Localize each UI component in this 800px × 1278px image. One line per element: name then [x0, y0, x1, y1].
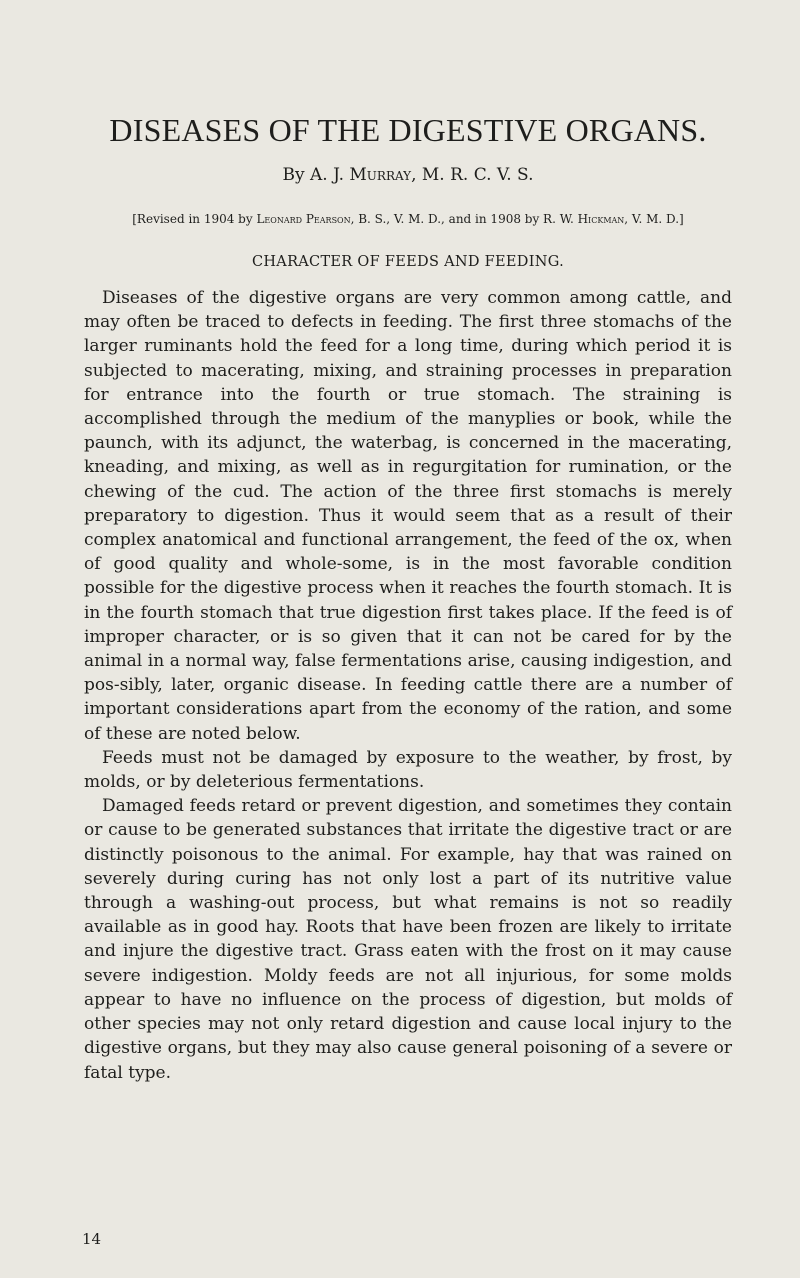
page-number: 14	[82, 1230, 102, 1248]
revision-note	[84, 211, 732, 227]
revision-close: , V. M. D.]	[624, 212, 684, 226]
author-name: Murray	[349, 165, 412, 185]
document-page	[84, 110, 732, 1085]
section-heading: CHARACTER OF FEEDS AND FEEDING.	[251, 254, 565, 270]
paragraph: Feeds must not be damaged by exposure to the weather, by frost, by molds, or by deleterious fermentations.	[84, 747, 732, 793]
byline-prefix: By A. J.	[282, 165, 350, 185]
revision-open: [Revised in 1904 by	[132, 212, 257, 226]
byline-suffix: , M. R. C. V. S.	[411, 165, 534, 185]
reviser-hickman: Hickman	[577, 212, 625, 226]
document-title: DISEASES OF THE DIGESTIVE ORGANS.	[109, 112, 707, 148]
paragraph: Damaged feeds retard or prevent digestion, and sometimes they contain or cause to be generated substances that irritate the digestive tract or are distinctly poisonous to the animal. For example, hay that was rained on severely during curing has not only lost a part of its nutritive value through a washing-out process, but what remains is not so readily available as in good hay. Roots that have been frozen are likely to irritate and injure the digestive tract. Grass eaten with the frost on it may cause severe indigestion. Moldy feeds are not all injurious, for some molds appear to have no influence on the process of digestion, but molds of other species may not only retard digestion and cause local injury to the digestive organs, but they may also cause general poisoning of a severe or fatal type.	[84, 796, 732, 1083]
paragraph: Diseases of the digestive organs are very common among cattle, and may often be traced to defects in feeding. The first three stomachs of the larger ruminants hold the feed for a long time, during which period it is subjected to macerating, mixing, and straining processes in preparation for entrance into the fourth or true stomach. The straining is accomplished through the medium of the manyplies or book, while the paunch, with its adjunct, the waterbag, is concerned in the macerating, kneading, and mixing, as well as in regurgitation for rumination, or the chewing of the cud. The action of the three first stomachs is merely preparatory to digestion. Thus it would seem that as a result of their complex anatomical and functional arrangement, the feed of the ox, when of good quality and whole-some, is in the most favorable condition possible for the digestive process when it reaches the fourth stomach. It is in the fourth stomach that true digestion first takes place. If the feed is of improper character, or is so given that it can not be cared for by the animal in a normal way, false fermentations arise, causing indigestion, and pos-sibly, later, organic disease. In feeding cattle there are a number of important considerations apart from the economy of the ration, and some of these are noted below.	[84, 288, 732, 744]
revision-middle: , B. S., V. M. D., and in 1908 by R. W.	[350, 212, 578, 226]
author-byline	[84, 164, 732, 186]
reviser-pearson: Leonard Pearson	[256, 212, 351, 226]
body-text	[84, 286, 732, 1085]
